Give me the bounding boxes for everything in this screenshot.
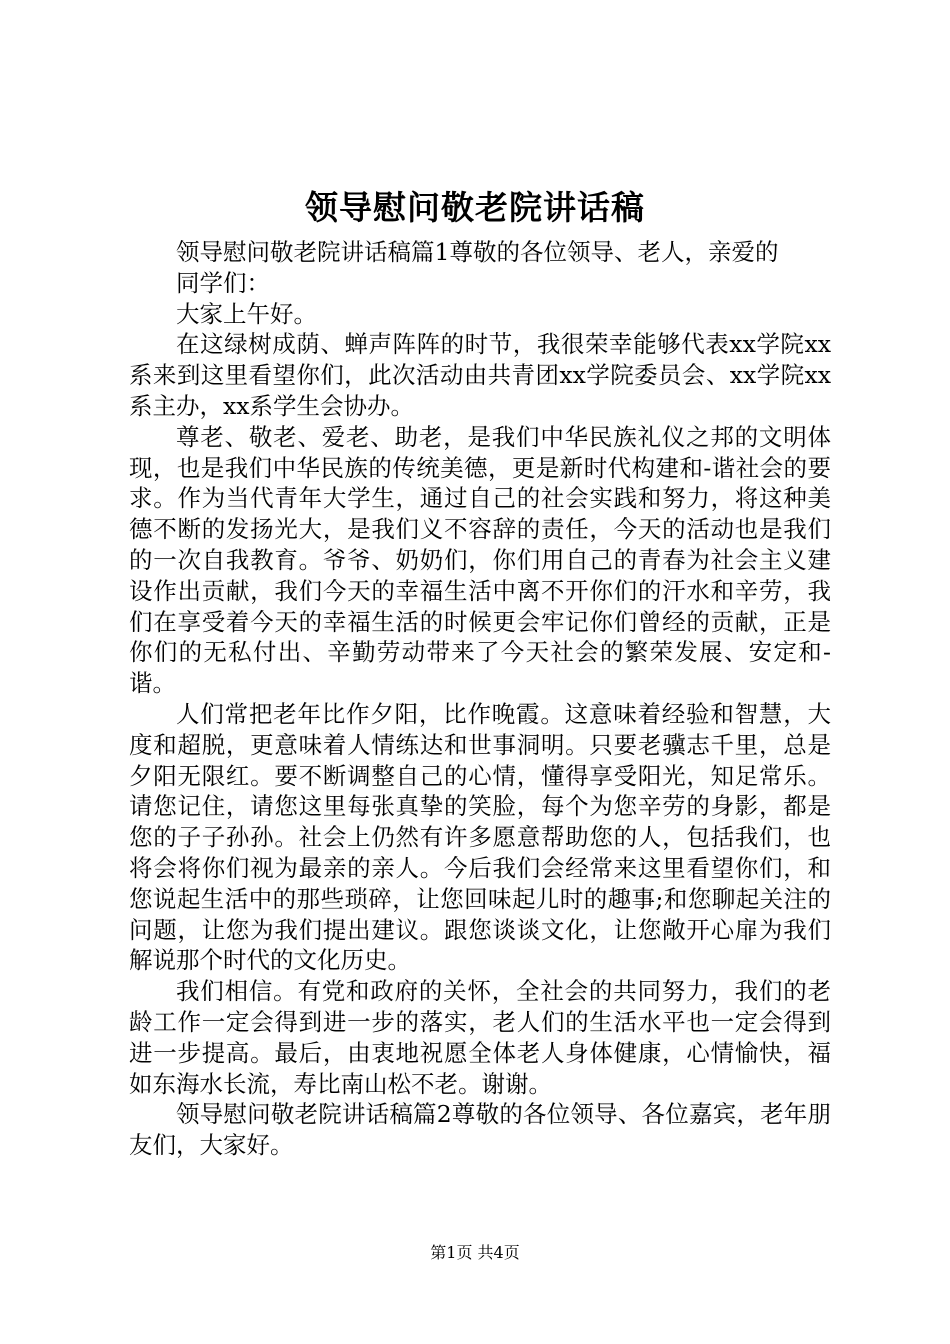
paragraph: 人们常把老年比作夕阳，比作晚霞。这意味着经验和智慧，大度和超脱，更意味着人情练达和世事洞明。只要老骥志千里，总是夕阳无限红。要不断调整自己的心情，懂得享受阳光，知足常乐。请您记住，请您这里每张真挚的笑脸，每个为您辛劳的身影，都是您的子子孙孙。社会上仍然有许多愿意帮助您的人，包括我们，也将会将你们视为最亲的亲人。今后我们会经常来这里看望你们，和您说起生活中的那些琐碎，让您回味起儿时的趣事;和您聊起关注的问题，让您为我们提出建议。跟您谈谈文化，让您敞开心扉为我们解说那个时代的文化历史。 bbox=[129, 699, 831, 975]
document-body bbox=[129, 237, 831, 1161]
paragraph: 在这绿树成荫、蝉声阵阵的时节，我很荣幸能够代表xx学院xx系来到这里看望你们，此次活动由共青团xx学院委员会、xx学院xx系主办，xx系学生会协办。 bbox=[129, 330, 831, 420]
paragraph: 尊老、敬老、爱老、助老，是我们中华民族礼仪之邦的文明体现，也是我们中华民族的传统美德，更是新时代构建和-谐社会的要求。作为当代青年大学生，通过自己的社会实践和努力，将这种美德不断的发扬光大，是我们义不容辞的责任，今天的活动也是我们的一次自我教育。爷爷、奶奶们，你们用自己的青春为社会主义建设作出贡献，我们今天的幸福生活中离不开你们的汗水和辛劳，我们在享受着今天的幸福生活的时候更会牢记你们曾经的贡献，正是你们的无私付出、辛勤劳动带来了今天社会的繁荣发展、安定和-谐。 bbox=[129, 422, 831, 698]
page-number-footer: 第1页 共4页 bbox=[430, 1243, 520, 1262]
paragraph: 领导慰问敬老院讲话稿篇2尊敬的各位领导、各位嘉宾，老年朋友们，大家好。 bbox=[129, 1100, 831, 1160]
document-title: 领导慰问敬老院讲话稿 bbox=[305, 188, 645, 227]
paragraph: 大家上午好。 bbox=[176, 299, 317, 328]
paragraph: 同学们： bbox=[176, 268, 270, 297]
paragraph: 领导慰问敬老院讲话稿篇1尊敬的各位领导、老人，亲爱的 bbox=[176, 238, 779, 266]
paragraph: 我们相信。有党和政府的关怀，全社会的共同努力，我们的老龄工作一定会得到进一步的落实，老人们的生活水平也一定会得到进一步提高。最后，由衷地祝愿全体老人身体健康，心情愉快，福如东海水长流，寿比南山松不老。谢谢。 bbox=[129, 977, 831, 1098]
